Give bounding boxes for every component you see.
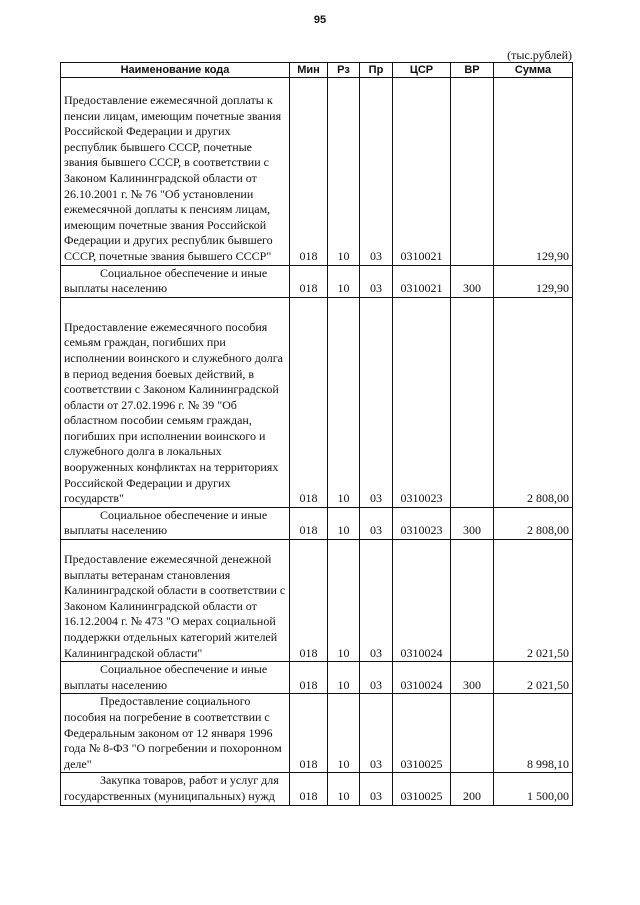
budget-table — [60, 62, 573, 806]
unit-label: (тыс.рублей) — [507, 48, 572, 62]
row-pr: 03 — [360, 540, 393, 662]
table-row — [61, 540, 573, 662]
row-min: 018 — [290, 694, 328, 773]
row-pr: 03 — [360, 78, 393, 266]
row-sum: 2 021,50 — [494, 540, 573, 662]
row-vr — [451, 540, 494, 662]
row-vr: 300 — [451, 662, 494, 694]
row-name-cell — [61, 540, 290, 662]
header-name: Наименование кода — [61, 63, 290, 78]
row-min: 018 — [290, 662, 328, 694]
row-rz: 10 — [328, 773, 360, 805]
row-pr: 03 — [360, 265, 393, 297]
row-min: 018 — [290, 78, 328, 266]
row-name-cell — [61, 297, 290, 507]
row-vr: 300 — [451, 507, 494, 539]
table-row — [61, 265, 573, 297]
row-csr: 0310025 — [393, 694, 451, 773]
row-csr: 0310024 — [393, 662, 451, 694]
row-sum: 2 021,50 — [494, 662, 573, 694]
header-vr: ВР — [451, 63, 494, 78]
table-header-row — [61, 63, 573, 78]
row-csr: 0310025 — [393, 773, 451, 805]
row-name: Предоставление ежемесячного пособия семьям граждан, погибших при исполнении воинского и служебного долга в период ведения боевых действий, в соответствии с Законом Калининградской области от 27.02.1996 г. № 39 "Об областном пособии семьям граждан, погибших при исполнении воинского и служебного долга в локальных вооруженных конфликтах на территориях Российской Федерации и других государств" — [64, 319, 283, 506]
row-min: 018 — [290, 265, 328, 297]
row-sum: 129,90 — [494, 265, 573, 297]
row-sum: 2 808,00 — [494, 297, 573, 507]
row-name: Предоставление ежемесячной денежной выплаты ветеранам становления Калининградской области в соответствии с Законом Калининградской области от 16.12.2004 г. № 473 "О мерах социальной поддержки отдельных категорий жителей Калининградской области" — [64, 552, 286, 660]
row-vr — [451, 78, 494, 266]
row-vr: 300 — [451, 265, 494, 297]
header-csr: ЦСР — [393, 63, 451, 78]
row-rz: 10 — [328, 265, 360, 297]
row-csr: 0310021 — [393, 265, 451, 297]
table-row — [61, 507, 573, 539]
row-rz: 10 — [328, 662, 360, 694]
table-row — [61, 78, 573, 266]
header-sum: Сумма — [494, 63, 573, 78]
row-min: 018 — [290, 773, 328, 805]
table-row — [61, 297, 573, 507]
row-name: Социальное обеспечение и иные выплаты населению — [61, 507, 290, 539]
row-name: Социальное обеспечение и иные выплаты населению — [61, 265, 290, 297]
row-sum: 129,90 — [494, 78, 573, 266]
row-pr: 03 — [360, 694, 393, 773]
row-rz: 10 — [328, 540, 360, 662]
table-row — [61, 694, 573, 773]
row-rz: 10 — [328, 297, 360, 507]
row-name: Закупка товаров, работ и услуг для государственных (муниципальных) нужд — [61, 773, 290, 805]
row-vr: 200 — [451, 773, 494, 805]
row-pr: 03 — [360, 773, 393, 805]
row-sum: 1 500,00 — [494, 773, 573, 805]
row-min: 018 — [290, 540, 328, 662]
row-csr: 0310023 — [393, 507, 451, 539]
page-number: 95 — [313, 14, 327, 26]
row-min: 018 — [290, 507, 328, 539]
header-min: Мин — [290, 63, 328, 78]
row-sum: 8 998,10 — [494, 694, 573, 773]
row-vr — [451, 694, 494, 773]
row-csr: 0310021 — [393, 78, 451, 266]
row-pr: 03 — [360, 297, 393, 507]
row-rz: 10 — [328, 694, 360, 773]
row-pr: 03 — [360, 662, 393, 694]
table-row — [61, 773, 573, 805]
row-rz: 10 — [328, 507, 360, 539]
row-vr — [451, 297, 494, 507]
row-pr: 03 — [360, 507, 393, 539]
row-name: Предоставление социального пособия на погребение в соответствии с Федеральным законом от 12 января 1996 года № 8-ФЗ "О погребении и похоронном деле" — [61, 694, 290, 773]
row-min: 018 — [290, 297, 328, 507]
row-name: Социальное обеспечение и иные выплаты населению — [61, 662, 290, 694]
header-rz: Рз — [328, 63, 360, 78]
table-row — [61, 662, 573, 694]
row-name: Предоставление ежемесячной доплаты к пенсии лицам, имеющим почетные звания Российской Федерации и других республик бывшего СССР, почетные звания бывшего СССР, в соответствии с Законом Калининградской области от 26.10.2001 г. № 76 "Об установлении ежемесячной доплаты к пенсиям лицам, имеющим почетные звания Российской Федерации и других республик бывшего СССР, почетные звания бывшего СССР" — [64, 93, 282, 263]
header-pr: Пр — [360, 63, 393, 78]
row-sum: 2 808,00 — [494, 507, 573, 539]
row-csr: 0310024 — [393, 540, 451, 662]
row-csr: 0310023 — [393, 297, 451, 507]
row-name-cell — [61, 78, 290, 266]
row-rz: 10 — [328, 78, 360, 266]
